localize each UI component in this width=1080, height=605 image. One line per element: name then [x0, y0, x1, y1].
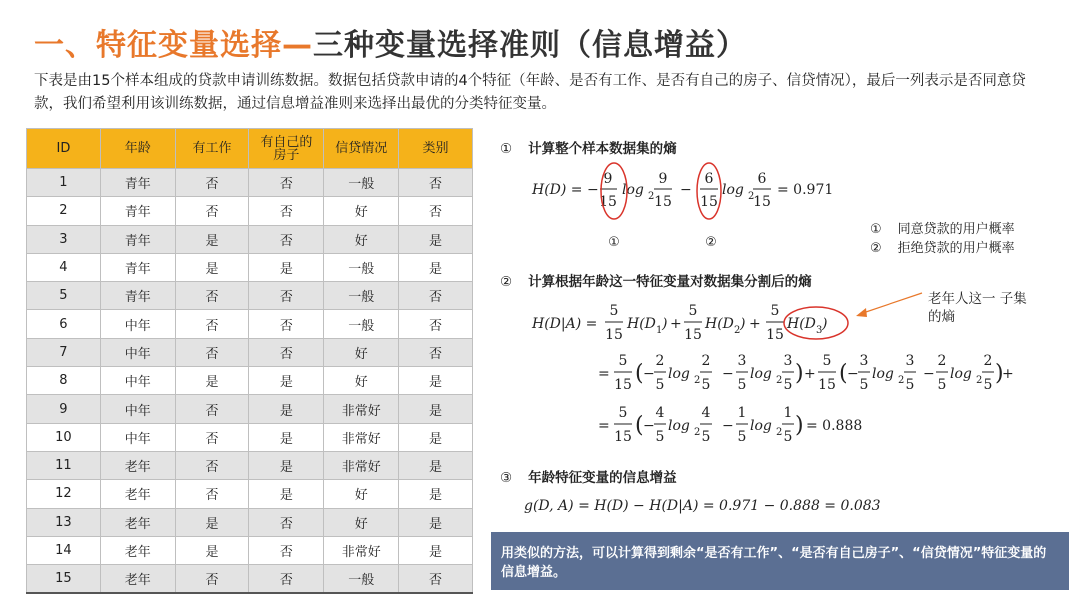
header-credit: 信贷情况	[324, 129, 399, 169]
svg-text:2: 2	[776, 427, 783, 438]
cell-age: 老年	[100, 451, 175, 479]
cell-id: 7	[27, 338, 101, 366]
svg-text:2: 2	[655, 353, 665, 369]
legend-item-1: ① 同意贷款的用户概率	[870, 222, 1015, 237]
svg-text:3: 3	[905, 353, 915, 369]
table-row	[27, 423, 473, 451]
cell-house: 是	[249, 367, 324, 395]
cell-job: 否	[175, 451, 249, 479]
cell-credit: 非常好	[324, 395, 399, 423]
cell-age: 青年	[100, 282, 175, 310]
svg-text:H(D) = −: H(D) = −	[532, 182, 599, 198]
svg-text:): )	[822, 316, 828, 332]
cell-house: 是	[249, 423, 324, 451]
cell-credit: 非常好	[324, 423, 399, 451]
cell-class: 是	[399, 423, 473, 451]
table-row	[27, 536, 473, 564]
loan-data-table	[26, 128, 473, 594]
svg-text:5: 5	[655, 377, 665, 393]
cell-age: 老年	[100, 565, 175, 593]
cell-id: 1	[27, 169, 101, 197]
table-row	[27, 225, 473, 253]
cell-id: 14	[27, 536, 101, 564]
svg-text:): )	[662, 316, 668, 332]
cell-job: 否	[175, 310, 249, 338]
cell-id: 10	[27, 423, 101, 451]
cell-house: 否	[249, 225, 324, 253]
cell-credit: 非常好	[324, 536, 399, 564]
cell-class: 是	[399, 395, 473, 423]
cell-job: 否	[175, 423, 249, 451]
cell-credit: 一般	[324, 310, 399, 338]
svg-text:−: −	[722, 366, 734, 382]
svg-text:(: (	[839, 361, 848, 386]
cell-credit: 一般	[324, 253, 399, 281]
svg-text:15: 15	[599, 194, 617, 210]
cell-id: 5	[27, 282, 101, 310]
table-row	[27, 282, 473, 310]
svg-text:log: log	[668, 366, 690, 382]
summary-box: 用类似的方法，可以计算得到剩余“是否有工作”、“是否有自己房子”、“信贷情况”特征变量的信息增益。	[491, 532, 1069, 590]
cell-credit: 好	[324, 338, 399, 366]
svg-text:−: −	[643, 418, 655, 434]
svg-text:= 0.971: = 0.971	[777, 182, 834, 198]
cell-class: 是	[399, 508, 473, 536]
cell-job: 否	[175, 338, 249, 366]
header-age: 年龄	[100, 129, 175, 169]
cell-job: 是	[175, 536, 249, 564]
page-title	[34, 20, 747, 64]
svg-text:6: 6	[704, 171, 714, 187]
cell-class: 否	[399, 282, 473, 310]
svg-text:(: (	[635, 413, 644, 438]
cell-class: 是	[399, 480, 473, 508]
cell-class: 是	[399, 367, 473, 395]
svg-text:1: 1	[656, 325, 663, 336]
table-row	[27, 395, 473, 423]
svg-text:5: 5	[937, 377, 947, 393]
cell-credit: 好	[324, 367, 399, 395]
cell-id: 4	[27, 253, 101, 281]
svg-text:3: 3	[783, 353, 793, 369]
svg-text:5: 5	[859, 377, 869, 393]
svg-text:6: 6	[757, 171, 767, 187]
svg-text:5: 5	[701, 429, 711, 445]
svg-text:15: 15	[753, 194, 771, 210]
cell-class: 是	[399, 253, 473, 281]
cell-job: 是	[175, 367, 249, 395]
svg-text:5: 5	[905, 377, 915, 393]
cell-house: 否	[249, 338, 324, 366]
svg-text:5: 5	[983, 377, 993, 393]
cell-id: 9	[27, 395, 101, 423]
cell-id: 12	[27, 480, 101, 508]
annotation-note: 老年人这一 子集的熵	[928, 291, 1027, 325]
header-class: 类别	[399, 129, 473, 169]
title-rest: 三种变量选择准则（信息增益）	[313, 28, 747, 63]
svg-text:15: 15	[700, 194, 718, 210]
cell-age: 老年	[100, 480, 175, 508]
cell-job: 否	[175, 169, 249, 197]
cell-house: 否	[249, 508, 324, 536]
cell-id: 2	[27, 197, 101, 225]
table-row	[27, 451, 473, 479]
cell-credit: 一般	[324, 169, 399, 197]
cell-class: 否	[399, 338, 473, 366]
title-accent: 一、特征变量选择—	[34, 28, 313, 63]
table-row	[27, 508, 473, 536]
svg-text:+: +	[670, 316, 682, 332]
svg-text:9: 9	[658, 171, 668, 187]
svg-text:9: 9	[603, 171, 613, 187]
cell-class: 否	[399, 197, 473, 225]
svg-text:2: 2	[976, 375, 983, 386]
svg-text:5: 5	[701, 377, 711, 393]
cell-age: 青年	[100, 169, 175, 197]
cell-credit: 一般	[324, 565, 399, 593]
svg-text:−: −	[847, 366, 859, 382]
cell-id: 11	[27, 451, 101, 479]
cell-credit: 好	[324, 508, 399, 536]
cell-age: 中年	[100, 395, 175, 423]
svg-text:2: 2	[748, 191, 755, 202]
cell-job: 否	[175, 480, 249, 508]
svg-text:): )	[795, 413, 804, 438]
svg-text:H(D: H(D	[627, 316, 656, 332]
svg-text:log: log	[750, 366, 772, 382]
svg-text:2: 2	[694, 427, 701, 438]
annotation-arrow	[860, 293, 922, 314]
svg-text:= 0.888: = 0.888	[806, 418, 863, 434]
svg-text:=: =	[598, 418, 610, 434]
svg-text:H(D: H(D	[787, 316, 816, 332]
svg-text:5: 5	[822, 353, 832, 369]
svg-text:5: 5	[688, 303, 698, 319]
cell-job: 否	[175, 282, 249, 310]
svg-text:H(D: H(D	[705, 316, 734, 332]
svg-text:5: 5	[737, 429, 747, 445]
header-house: 有自己的房子	[249, 129, 324, 169]
svg-text:15: 15	[766, 327, 784, 343]
svg-text:5: 5	[737, 377, 747, 393]
svg-text:1: 1	[737, 405, 747, 421]
svg-text:5: 5	[783, 377, 793, 393]
svg-text:log: log	[950, 366, 972, 382]
cell-class: 否	[399, 565, 473, 593]
svg-text:1: 1	[783, 405, 793, 421]
svg-text:(: (	[635, 361, 644, 386]
cell-house: 否	[249, 565, 324, 593]
cell-age: 中年	[100, 423, 175, 451]
svg-text:−: −	[680, 182, 692, 198]
cell-job: 否	[175, 197, 249, 225]
cell-house: 否	[249, 169, 324, 197]
svg-text:3: 3	[816, 325, 823, 336]
cell-id: 8	[27, 367, 101, 395]
cell-age: 青年	[100, 197, 175, 225]
svg-text:4: 4	[701, 405, 711, 421]
svg-text:log: log	[668, 418, 690, 434]
svg-text:log: log	[750, 418, 772, 434]
cell-class: 是	[399, 225, 473, 253]
cell-credit: 好	[324, 197, 399, 225]
svg-text:): )	[795, 361, 804, 386]
cell-credit: 好	[324, 480, 399, 508]
step-2-label: ② 计算根据年龄这一特征变量对数据集分割后的熵	[500, 274, 812, 290]
cell-house: 否	[249, 536, 324, 564]
svg-text:5: 5	[783, 429, 793, 445]
formula-expansion-2	[598, 405, 862, 445]
table-row	[27, 565, 473, 593]
svg-text:): )	[740, 316, 746, 332]
svg-text:+: +	[749, 316, 761, 332]
formula-expansion-1	[598, 353, 1014, 393]
cell-class: 否	[399, 310, 473, 338]
svg-text:②: ②	[705, 235, 717, 250]
table-row	[27, 338, 473, 366]
cell-house: 否	[249, 197, 324, 225]
svg-text:15: 15	[605, 327, 623, 343]
cell-job: 否	[175, 395, 249, 423]
svg-text:log: log	[622, 182, 644, 198]
formula-conditional-entropy	[531, 303, 848, 343]
table-row	[27, 169, 473, 197]
legend-item-2: ② 拒绝贷款的用户概率	[870, 241, 1015, 256]
formula-info-gain: g(D, A) = H(D) − H(D|A) = 0.971 − 0.888 = 0.083	[524, 498, 881, 514]
svg-text:5: 5	[655, 429, 665, 445]
cell-age: 中年	[100, 338, 175, 366]
svg-text:−: −	[923, 366, 935, 382]
cell-age: 老年	[100, 536, 175, 564]
cell-house: 是	[249, 395, 324, 423]
svg-text:2: 2	[776, 375, 783, 386]
cell-job: 是	[175, 253, 249, 281]
table-row	[27, 197, 473, 225]
cell-age: 青年	[100, 225, 175, 253]
cell-age: 中年	[100, 367, 175, 395]
svg-text:log: log	[722, 182, 744, 198]
cell-credit: 非常好	[324, 451, 399, 479]
svg-text:H(D|A) =: H(D|A) =	[532, 316, 598, 332]
table-row	[27, 253, 473, 281]
svg-text:2: 2	[701, 353, 711, 369]
svg-text:+: +	[1002, 366, 1014, 382]
cell-age: 老年	[100, 508, 175, 536]
cell-job: 是	[175, 508, 249, 536]
table-row	[27, 310, 473, 338]
svg-text:−: −	[643, 366, 655, 382]
header-id: ID	[27, 129, 101, 169]
cell-id: 13	[27, 508, 101, 536]
cell-job: 否	[175, 565, 249, 593]
cell-house: 否	[249, 310, 324, 338]
svg-text:15: 15	[684, 327, 702, 343]
step-1-label: ① 计算整个样本数据集的熵	[500, 141, 677, 157]
formula-area	[490, 150, 1050, 530]
cell-id: 6	[27, 310, 101, 338]
cell-house: 否	[249, 282, 324, 310]
svg-text:15: 15	[654, 194, 672, 210]
svg-text:2: 2	[937, 353, 947, 369]
svg-text:2: 2	[694, 375, 701, 386]
intro-paragraph: 下表是由15个样本组成的贷款申请训练数据。数据包括贷款申请的4个特征（年龄、是否有工作、是否有自己的房子、信贷情况），最后一列表示是否同意贷款，我们希望利用该训练数据，通过信息增益准则来选择出最优的分类特征变量。	[34, 73, 1026, 112]
svg-text:①: ①	[608, 235, 620, 250]
svg-text:2: 2	[648, 191, 655, 202]
svg-text:2: 2	[898, 375, 905, 386]
svg-text:): )	[995, 361, 1004, 386]
cell-id: 15	[27, 565, 101, 593]
svg-text:15: 15	[818, 377, 836, 393]
svg-text:5: 5	[618, 353, 628, 369]
svg-text:=: =	[598, 366, 610, 382]
cell-id: 3	[27, 225, 101, 253]
cell-class: 否	[399, 169, 473, 197]
cell-credit: 一般	[324, 282, 399, 310]
cell-age: 中年	[100, 310, 175, 338]
cell-house: 是	[249, 253, 324, 281]
table-row	[27, 367, 473, 395]
svg-text:15: 15	[614, 429, 632, 445]
svg-text:+: +	[804, 366, 816, 382]
cell-house: 是	[249, 480, 324, 508]
svg-text:−: −	[722, 418, 734, 434]
svg-text:2: 2	[983, 353, 993, 369]
cell-class: 是	[399, 536, 473, 564]
svg-text:5: 5	[618, 405, 628, 421]
table-header-row	[27, 129, 473, 169]
svg-text:5: 5	[609, 303, 619, 319]
cell-job: 是	[175, 225, 249, 253]
cell-age: 青年	[100, 253, 175, 281]
svg-text:15: 15	[614, 377, 632, 393]
cell-house: 是	[249, 451, 324, 479]
cell-class: 是	[399, 451, 473, 479]
table-row	[27, 480, 473, 508]
formula-entropy	[531, 163, 833, 250]
svg-text:2: 2	[734, 325, 741, 336]
svg-text:3: 3	[859, 353, 869, 369]
svg-text:3: 3	[737, 353, 747, 369]
step-3-label: ③ 年龄特征变量的信息增益	[500, 470, 677, 486]
svg-text:log: log	[872, 366, 894, 382]
svg-text:4: 4	[655, 405, 665, 421]
cell-credit: 好	[324, 225, 399, 253]
header-job: 有工作	[175, 129, 249, 169]
svg-text:5: 5	[770, 303, 780, 319]
